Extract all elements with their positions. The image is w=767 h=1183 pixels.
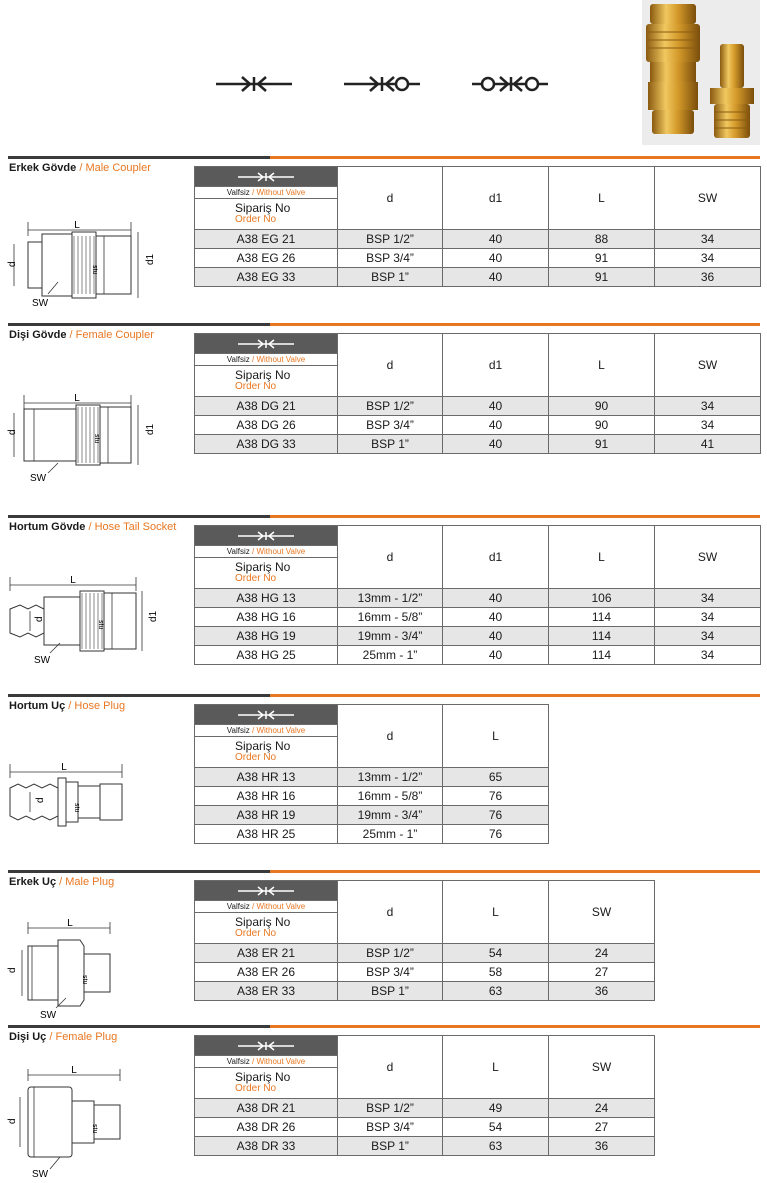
hose-tail-socket-drawing	[0, 533, 185, 673]
label-text: Female Plug	[55, 1031, 118, 1043]
valve-label	[195, 546, 338, 558]
section-title: Erkek Uç / Male Plug	[9, 876, 115, 888]
table-cell: A38 DG 26	[195, 416, 338, 435]
label-outer: d1	[145, 423, 156, 435]
table-cell: 34	[655, 249, 761, 268]
table-cell: 76	[443, 787, 549, 806]
table-cell: 54	[443, 1118, 549, 1137]
label-text: Sipariş No	[235, 560, 291, 574]
order-no-header	[195, 1068, 338, 1099]
label-text: /	[249, 726, 257, 735]
section-divider	[8, 515, 760, 518]
spec-table	[194, 880, 655, 1001]
table-cell: 76	[443, 806, 549, 825]
table-cell: 40	[443, 230, 549, 249]
section-divider	[8, 1025, 760, 1028]
label-bore: d	[7, 429, 18, 435]
table-cell: 34	[655, 646, 761, 665]
label-outer: d1	[148, 610, 159, 622]
brand-mark: stu	[81, 975, 88, 985]
label-wrench: SW	[32, 298, 49, 309]
column-header: L	[443, 1036, 549, 1099]
table-row	[195, 589, 761, 608]
table-cell: 34	[655, 416, 761, 435]
table-cell: 63	[443, 1137, 549, 1156]
column-header: L	[549, 334, 655, 397]
table-cell: A38 DR 26	[195, 1118, 338, 1137]
column-header: SW	[549, 881, 655, 944]
section-title: Dişi Gövde / Female Coupler	[9, 329, 154, 341]
male-plug-drawing	[0, 888, 185, 1028]
table-row	[195, 249, 761, 268]
table-cell: BSP 1/2”	[338, 944, 443, 963]
table-cell: 65	[443, 768, 549, 787]
label-text: Without Valve	[256, 902, 306, 911]
table-cell: 34	[655, 589, 761, 608]
table-cell: 34	[655, 627, 761, 646]
label-text: Sipariş No	[235, 201, 291, 215]
label-bore: d	[7, 1118, 18, 1124]
label-text: Without Valve	[256, 1057, 306, 1066]
hose-plug-drawing	[0, 712, 185, 852]
table-row	[195, 1118, 655, 1137]
label-bore: d	[35, 797, 46, 803]
column-header: d	[338, 1036, 443, 1099]
table-cell: 34	[655, 397, 761, 416]
table-cell: 91	[549, 249, 655, 268]
table-cell: 76	[443, 825, 549, 844]
label-text: Valfsiz	[226, 547, 250, 556]
label-length: L	[70, 575, 76, 586]
table-cell: 19mm - 3/4”	[338, 627, 443, 646]
spec-table	[194, 333, 761, 454]
label-text: Dişi Uç	[9, 1031, 47, 1043]
column-header: SW	[655, 167, 761, 230]
table-cell: 114	[549, 608, 655, 627]
coupling-symbol-plain-icon	[236, 171, 296, 183]
header-symbol-cell	[195, 526, 338, 546]
column-header: d	[338, 526, 443, 589]
label-text: Order No	[235, 752, 277, 763]
table-cell: BSP 1/2”	[338, 1099, 443, 1118]
label-text: Hose Plug	[74, 700, 126, 712]
order-no-header	[195, 366, 338, 397]
table-cell: A38 HR 19	[195, 806, 338, 825]
column-header: d1	[443, 334, 549, 397]
table-cell: BSP 1”	[338, 982, 443, 1001]
table-cell: A38 HR 25	[195, 825, 338, 844]
table-cell: 16mm - 5/8”	[338, 608, 443, 627]
column-header: d	[338, 705, 443, 768]
table-cell: BSP 1”	[338, 1137, 443, 1156]
table-cell: 40	[443, 627, 549, 646]
label-text: Hose Tail Socket	[94, 521, 177, 533]
table-cell: 90	[549, 397, 655, 416]
table-cell: 27	[549, 963, 655, 982]
table-row	[195, 963, 655, 982]
table-cell: BSP 1/2”	[338, 397, 443, 416]
top-band	[0, 0, 767, 150]
table-row	[195, 768, 549, 787]
table-row	[195, 646, 761, 665]
table-cell: A38 EG 33	[195, 268, 338, 287]
table-cell: 40	[443, 416, 549, 435]
table-cell: A38 ER 33	[195, 982, 338, 1001]
valve-label	[195, 725, 338, 737]
column-header: L	[549, 167, 655, 230]
label-text: Order No	[235, 928, 277, 939]
table-cell: BSP 3/4”	[338, 963, 443, 982]
coupling-symbol-plain-icon	[236, 1040, 296, 1052]
column-header: SW	[655, 334, 761, 397]
table-cell: A38 DR 33	[195, 1137, 338, 1156]
coupling-symbol-two-valves-icon	[470, 72, 550, 96]
table-cell: 25mm - 1”	[338, 646, 443, 665]
spec-table	[194, 525, 761, 665]
valve-label	[195, 901, 338, 913]
table-row	[195, 944, 655, 963]
table-cell: 40	[443, 589, 549, 608]
brand-mark: stu	[93, 434, 100, 444]
order-no-header	[195, 199, 338, 230]
section-title: Hortum Gövde / Hose Tail Socket	[9, 521, 177, 533]
label-text: Female Coupler	[75, 329, 154, 341]
label-wrench: SW	[40, 1010, 57, 1021]
section-divider	[8, 694, 760, 697]
table-cell: 34	[655, 608, 761, 627]
table-cell: 58	[443, 963, 549, 982]
label-text: Valfsiz	[226, 902, 250, 911]
table-cell: 114	[549, 646, 655, 665]
table-row	[195, 435, 761, 454]
section-divider	[8, 870, 760, 873]
table-cell: A38 HR 13	[195, 768, 338, 787]
table-cell: A38 HG 25	[195, 646, 338, 665]
coupling-symbol-plain-icon	[236, 338, 296, 350]
table-cell: 49	[443, 1099, 549, 1118]
table-cell: 63	[443, 982, 549, 1001]
table-cell: A38 ER 21	[195, 944, 338, 963]
table-row	[195, 268, 761, 287]
label-text: Valfsiz	[226, 355, 250, 364]
label-text: Without Valve	[256, 188, 306, 197]
table-cell: A38 DR 21	[195, 1099, 338, 1118]
label-text: Without Valve	[256, 547, 306, 556]
section-divider	[8, 156, 760, 159]
table-cell: 36	[655, 268, 761, 287]
label-length: L	[61, 762, 67, 773]
table-cell: A38 DG 21	[195, 397, 338, 416]
table-cell: 88	[549, 230, 655, 249]
table-row	[195, 1137, 655, 1156]
label-bore: d	[34, 616, 45, 622]
table-cell: 13mm - 1/2”	[338, 589, 443, 608]
female-plug-drawing	[0, 1043, 185, 1183]
coupling-symbol-plain-icon	[236, 885, 296, 897]
table-cell: BSP 3/4”	[338, 249, 443, 268]
table-cell: 36	[549, 1137, 655, 1156]
column-header: d1	[443, 167, 549, 230]
table-cell: A38 HG 16	[195, 608, 338, 627]
label-wrench: SW	[34, 655, 51, 666]
table-cell: 25mm - 1”	[338, 825, 443, 844]
table-row	[195, 397, 761, 416]
brand-mark: stu	[97, 620, 104, 630]
table-row	[195, 787, 549, 806]
table-cell: 114	[549, 627, 655, 646]
label-text: Order No	[235, 573, 277, 584]
table-cell: A38 HG 13	[195, 589, 338, 608]
table-cell: BSP 3/4”	[338, 416, 443, 435]
table-cell: 27	[549, 1118, 655, 1137]
male-coupler-drawing	[0, 174, 185, 314]
brand-mark: stu	[91, 1124, 98, 1134]
coupling-symbol-plain-icon	[236, 530, 296, 542]
table-cell: 40	[443, 268, 549, 287]
label-bore: d	[7, 967, 18, 973]
label-length: L	[74, 393, 80, 404]
label-length: L	[67, 918, 73, 929]
table-cell: A38 DG 33	[195, 435, 338, 454]
label-length: L	[71, 1065, 77, 1076]
label-text: /	[249, 188, 257, 197]
header-symbol-cell	[195, 334, 338, 354]
label-text: Without Valve	[256, 355, 306, 364]
table-cell: 41	[655, 435, 761, 454]
brand-mark: stu	[91, 265, 98, 275]
table-cell: 40	[443, 397, 549, 416]
label-length: L	[74, 220, 80, 231]
order-no-header	[195, 558, 338, 589]
label-text: /	[249, 355, 257, 364]
spec-table	[194, 1035, 655, 1156]
table-row	[195, 608, 761, 627]
table-cell: BSP 3/4”	[338, 1118, 443, 1137]
table-row	[195, 806, 549, 825]
table-cell: A38 HR 16	[195, 787, 338, 806]
section-title: Dişi Uç / Female Plug	[9, 1031, 118, 1043]
label-text: Erkek Uç	[9, 876, 57, 888]
brass-coupling-photo	[636, 0, 760, 145]
label-text: Sipariş No	[235, 368, 291, 382]
valve-label	[195, 187, 338, 199]
table-cell: 54	[443, 944, 549, 963]
brand-mark: stu	[73, 803, 80, 813]
label-text: /	[249, 902, 257, 911]
header-symbol-cell	[195, 705, 338, 725]
valve-label	[195, 354, 338, 366]
table-row	[195, 825, 549, 844]
table-row	[195, 982, 655, 1001]
section-title: Erkek Gövde / Male Coupler	[9, 162, 151, 174]
table-cell: BSP 1/2”	[338, 230, 443, 249]
label-wrench: SW	[30, 473, 47, 481]
column-header: d1	[443, 526, 549, 589]
section-title: Hortum Uç / Hose Plug	[9, 700, 126, 712]
label-text: Male Plug	[65, 876, 115, 888]
label-wrench: SW	[32, 1169, 49, 1180]
label-text: /	[249, 547, 257, 556]
table-cell: 19mm - 3/4”	[338, 806, 443, 825]
label-text: Valfsiz	[226, 1057, 250, 1066]
column-header: SW	[655, 526, 761, 589]
label-text: Erkek Gövde	[9, 162, 77, 174]
column-header: d	[338, 334, 443, 397]
table-cell: 40	[443, 608, 549, 627]
label-text: Valfsiz	[226, 188, 250, 197]
column-header: SW	[549, 1036, 655, 1099]
label-text: Sipariş No	[235, 1070, 291, 1084]
spec-table	[194, 704, 549, 844]
table-cell: 40	[443, 435, 549, 454]
column-header: L	[443, 705, 549, 768]
label-text: Hortum Uç	[9, 700, 66, 712]
column-header: L	[443, 881, 549, 944]
order-no-header	[195, 737, 338, 768]
label-text: Order No	[235, 1083, 277, 1094]
table-cell: A38 EG 21	[195, 230, 338, 249]
label-text: /	[249, 1057, 257, 1066]
table-row	[195, 230, 761, 249]
table-cell: 40	[443, 646, 549, 665]
table-cell: A38 HG 19	[195, 627, 338, 646]
label-text: Valfsiz	[226, 726, 250, 735]
valve-label	[195, 1056, 338, 1068]
table-cell: 40	[443, 249, 549, 268]
label-text: Hortum Gövde	[9, 521, 86, 533]
table-cell: 36	[549, 982, 655, 1001]
column-header: d	[338, 167, 443, 230]
label-text: Order No	[235, 214, 277, 225]
table-row	[195, 627, 761, 646]
label-outer: d1	[145, 253, 156, 265]
label-text: Male Coupler	[85, 162, 151, 174]
table-cell: A38 ER 26	[195, 963, 338, 982]
coupling-symbol-plain-icon	[214, 72, 294, 96]
table-cell: 16mm - 5/8”	[338, 787, 443, 806]
table-cell: 90	[549, 416, 655, 435]
label-text: Dişi Gövde	[9, 329, 67, 341]
section-divider	[8, 323, 760, 326]
table-row	[195, 1099, 655, 1118]
table-cell: 24	[549, 1099, 655, 1118]
table-cell: 34	[655, 230, 761, 249]
label-bore: d	[7, 261, 18, 267]
table-cell: BSP 1”	[338, 435, 443, 454]
table-cell: 91	[549, 268, 655, 287]
table-cell: 13mm - 1/2”	[338, 768, 443, 787]
label-text: Without Valve	[256, 726, 306, 735]
spec-table	[194, 166, 761, 287]
table-cell: 91	[549, 435, 655, 454]
label-text: Sipariş No	[235, 739, 291, 753]
female-coupler-drawing	[0, 341, 185, 481]
header-symbol-cell	[195, 1036, 338, 1056]
table-cell: A38 EG 26	[195, 249, 338, 268]
label-text: Sipariş No	[235, 915, 291, 929]
coupling-symbol-one-valve-icon	[342, 72, 422, 96]
header-symbol-cell	[195, 167, 338, 187]
header-symbol-cell	[195, 881, 338, 901]
coupling-symbol-plain-icon	[236, 709, 296, 721]
column-header: L	[549, 526, 655, 589]
table-cell: BSP 1”	[338, 268, 443, 287]
column-header: d	[338, 881, 443, 944]
table-cell: 24	[549, 944, 655, 963]
label-text: Order No	[235, 381, 277, 392]
order-no-header	[195, 913, 338, 944]
table-row	[195, 416, 761, 435]
table-cell: 106	[549, 589, 655, 608]
